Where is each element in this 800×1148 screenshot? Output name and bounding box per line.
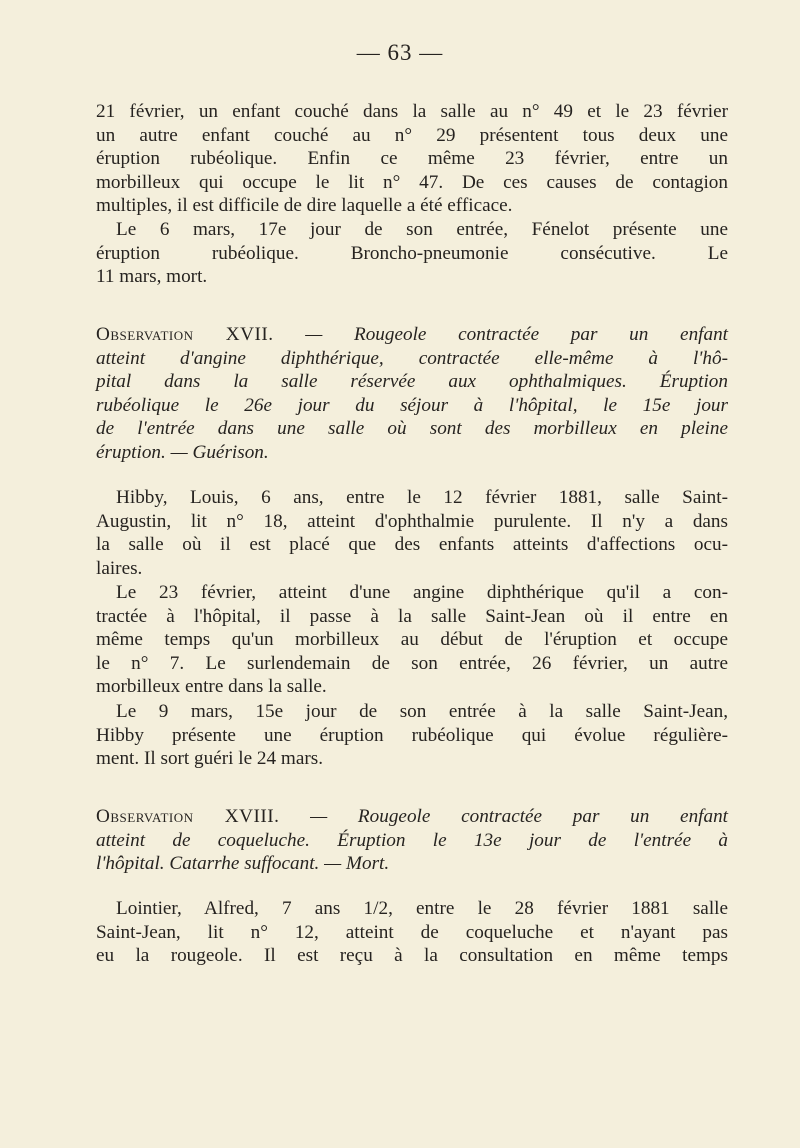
heading-line: [96, 805, 728, 829]
observation-17-body-2: [96, 581, 728, 699]
heading-line: atteint de coqueluche. Éruption le 13e jour de l'entrée à: [96, 829, 728, 851]
text-line: laires.: [96, 557, 143, 579]
text-line: éruption rubéolique. Enfin ce même 23 février, entre un: [96, 148, 728, 170]
text-line: un autre enfant couché au n° 29 présentent tous deux une: [96, 124, 728, 146]
text-line: Le 23 février, atteint d'une angine diphthérique qu'il a con-: [116, 582, 728, 603]
text-line: Hibby, Louis, 6 ans, entre le 12 février 1881, salle Saint-: [116, 487, 728, 508]
heading-line: l'hôpital. Catarrhe suffocant. — Mort.: [96, 853, 390, 875]
heading-line: de l'entrée dans une salle où sont des morbilleux en pleine: [96, 418, 728, 440]
text-line: la salle où il est placé que des enfants atteints d'affections ocu-: [96, 534, 728, 556]
observation-18-body-1: [96, 897, 728, 968]
text-line: même temps qu'un morbilleux au début de l'éruption et occupe: [96, 629, 728, 651]
text-line: éruption rubéolique. Broncho-pneumonie consécutive. Le: [96, 242, 728, 264]
heading-line: éruption. — Guérison.: [96, 441, 269, 463]
text-line: 11 mars, mort.: [96, 266, 208, 288]
text-line: Hibby présente une éruption rubéolique qui évolue régulière-: [96, 724, 728, 746]
heading-line: pital dans la salle réservée aux ophthalmiques. Éruption: [96, 371, 728, 393]
text-line: morbilleux qui occupe le lit n° 47. De ces causes de contagion: [96, 171, 728, 193]
page-number: — 63 —: [356, 40, 444, 65]
text-line: Lointier, Alfred, 7 ans 1/2, entre le 28 février 1881 salle: [116, 898, 728, 919]
paragraph-continuation: [96, 100, 728, 218]
observation-17-body-3: [96, 700, 728, 771]
text-line: Le 9 mars, 15e jour de son entrée à la salle Saint-Jean,: [116, 701, 728, 722]
text-line: ment. Il sort guéri le 24 mars.: [96, 748, 323, 770]
text-line: tractée à l'hôpital, il passe à la salle Saint-Jean où il entre en: [96, 605, 728, 627]
text-line: Saint-Jean, lit n° 12, atteint de coqueluche et n'ayant pas: [96, 921, 728, 943]
observation-17-heading: [96, 323, 728, 465]
observation-title: — Rougeole contractée par un enfant: [279, 806, 729, 827]
paragraph-fenelot: [96, 218, 728, 289]
text-line: 21 février, un enfant couché dans la salle au n° 49 et le 23 février: [96, 101, 728, 122]
text-line: morbilleux entre dans la salle.: [96, 676, 327, 698]
heading-line: atteint d'angine diphthérique, contractée elle-même à l'hô-: [96, 347, 728, 369]
text-line: Augustin, lit n° 18, atteint d'ophthalmie purulente. Il n'y a dans: [96, 510, 728, 532]
text-line: le n° 7. Le surlendemain de son entrée, 26 février, un autre: [96, 652, 728, 674]
text-line: Le 6 mars, 17e jour de son entrée, Fénelot présente une: [116, 219, 728, 240]
heading-line: rubéolique le 26e jour du séjour à l'hôpital, le 15e jour: [96, 394, 728, 416]
observation-label: Observation XVIII.: [96, 806, 280, 827]
heading-line: [96, 323, 728, 347]
text-line: multiples, il est difficile de dire laquelle a été efficace.: [96, 195, 513, 217]
text-line: eu la rougeole. Il est reçu à la consultation en même temps: [96, 945, 728, 967]
observation-title: — Rougeole contractée par un enfant: [273, 324, 729, 345]
observation-18-heading: [96, 805, 728, 876]
observation-label: Observation XVII.: [96, 324, 274, 345]
observation-17-body-1: [96, 486, 728, 580]
